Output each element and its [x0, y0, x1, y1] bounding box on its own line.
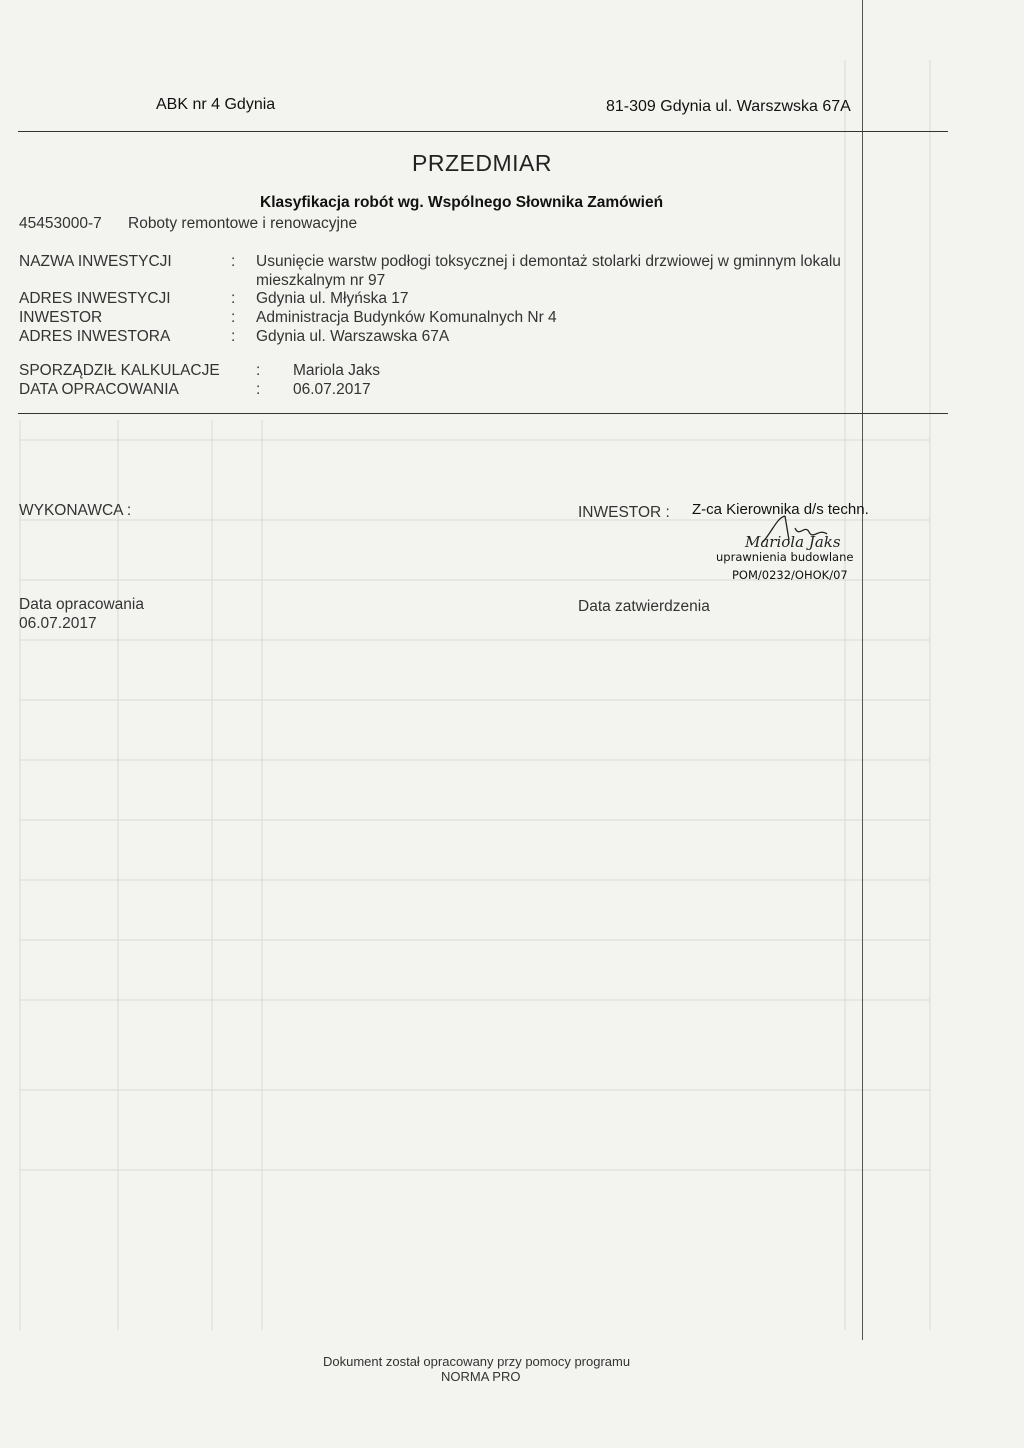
field-sep: :: [231, 309, 236, 326]
field-value-investment-name-cont: mieszkalnym nr 97: [256, 272, 386, 289]
field-value-investor: Administracja Budynków Komunalnych Nr 4: [256, 309, 557, 326]
field-value-investor-address: Gdynia ul. Warszawska 67A: [256, 328, 450, 345]
calc-sep: :: [256, 381, 261, 398]
classification-description: Roboty remontowe i renowacyjne: [128, 215, 358, 232]
investor-label: INWESTOR :: [578, 504, 670, 521]
date-prepared-value: 06.07.2017: [19, 615, 97, 632]
footer-line-2: NORMA PRO: [441, 1369, 521, 1384]
calc-label-prepared-by: SPORZĄDZIŁ KALKULACJE: [19, 362, 220, 379]
calc-value-prepared-by: Mariola Jaks: [293, 362, 380, 379]
contractor-label: WYKONAWCA :: [19, 502, 132, 519]
field-sep: :: [231, 328, 236, 345]
field-label-investor-address: ADRES INWESTORA: [19, 328, 171, 345]
header-divider: [18, 131, 948, 132]
page-title: PRZEDMIAR: [412, 150, 552, 176]
investor-role: Z-ca Kierownika d/s techn.: [692, 501, 869, 518]
header-org: ABK nr 4 Gdynia: [156, 96, 276, 113]
field-sep: :: [231, 253, 236, 270]
classification-heading: Klasyfikacja robót wg. Wspólnego Słownika Zamówień: [260, 194, 664, 211]
date-prepared-label: Data opracowania: [19, 596, 144, 613]
page-fold-line: [862, 0, 863, 1340]
stamp-line-2: POM/0232/OHOK/07: [732, 568, 848, 582]
field-sep: :: [231, 290, 236, 307]
section-divider: [18, 413, 948, 414]
header-address: 81-309 Gdynia ul. Warszwska 67A: [606, 98, 851, 115]
classification-code: 45453000-7: [19, 215, 102, 232]
stamp-line-1: uprawnienia budowlane: [716, 550, 854, 564]
footer-line-1: Dokument został opracowany przy pomocy programu: [323, 1354, 631, 1369]
field-label-investor: INWESTOR: [19, 309, 103, 326]
field-label-investment-address: ADRES INWESTYCJI: [19, 290, 171, 307]
signature-name: Mariola Jaks: [745, 533, 841, 551]
field-value-investment-name: Usunięcie warstw podłogi toksycznej i demontaż stolarki drzwiowej w gminnym lokalu: [256, 253, 841, 270]
date-approval-label: Data zatwierdzenia: [578, 598, 710, 615]
calc-value-date: 06.07.2017: [293, 381, 371, 398]
field-label-investment-name: NAZWA INWESTYCJI: [19, 253, 172, 270]
field-value-investment-address: Gdynia ul. Młyńska 17: [256, 290, 409, 307]
calc-label-date: DATA OPRACOWANIA: [19, 381, 179, 398]
calc-sep: :: [256, 362, 261, 379]
